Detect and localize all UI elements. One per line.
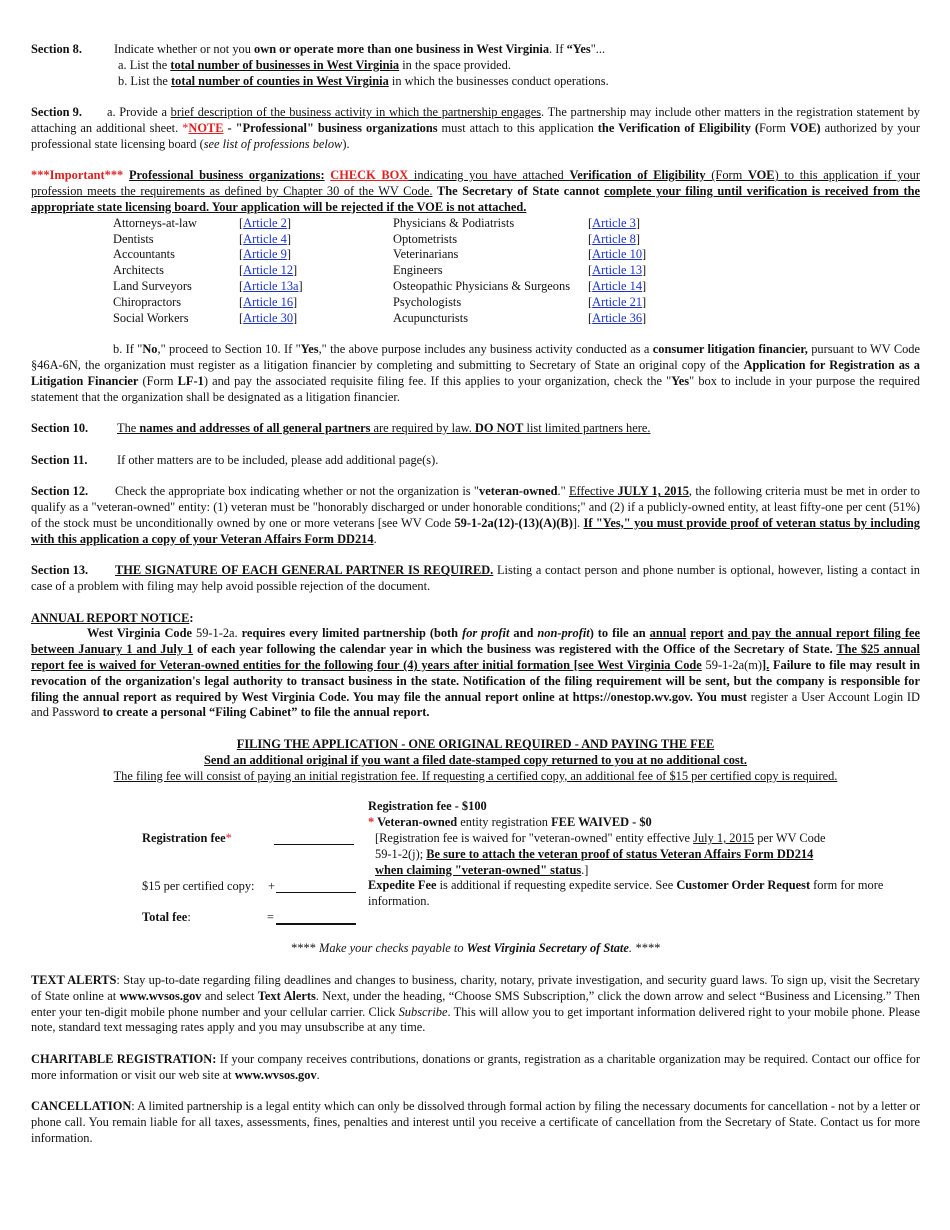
important-notice: ***Important*** Professional business organizations: CHECK BOX indicating you have attached Verification of Eligibility (Form VOE) to this application if your profession meets the requirements as defined by Chapter 30 of the WV Code. The Secretary of State cannot complete your filing until verification is received from the appropriate state licensing board. Your application will be rejected if the VOE is not attached. [31, 168, 920, 214]
section-label: Section 9. [31, 105, 82, 120]
section-12: Section 12. Check the appropriate box indicating whether or not the organization is "veteran-owned." Effective JULY 1, 2015, the following criteria must be met in order to qualify as a "veteran-owned" entity: (1) veteran must be "honorably discharged or under honorable conditions;" and (2) if a publicly-owned entity, at least fifty-one per cent (51%) of the stock must be unconditionally owned by one or more veterans [see WV Code 59-1-2a(12)-(13)(A)(B)]. If "Yes," you must provide proof of veteran status by including with this application a copy of your Veteran Affairs Form DD214. [31, 484, 921, 546]
certified-copy-label: $15 per certified copy: [142, 879, 255, 894]
website-link[interactable]: www.wvsos.gov [119, 988, 202, 1003]
article-link[interactable]: Article 8 [592, 231, 636, 246]
section-11: Section 11. If other matters are to be included, please add additional page(s). [31, 452, 439, 467]
article-link[interactable]: Article 13 [592, 263, 643, 278]
registration-fee-field[interactable] [274, 831, 354, 845]
article-link[interactable]: Article 3 [592, 215, 636, 230]
section-label: Section 13. [31, 563, 89, 578]
article-link[interactable]: Article 36 [592, 310, 643, 325]
article-link[interactable]: Article 21 [592, 294, 643, 309]
registration-fee-label: Registration fee* [142, 831, 232, 846]
check-payable-note: **** Make your checks payable to West Virginia Secretary of State. **** [291, 941, 660, 956]
cancellation: CANCELLATION: A limited partnership is a legal entity which can only be dissolved through formal action by filing the necessary documents for cancellation - not by a letter or phone call. You remain liable for all taxes, assessments, fines, penalties and interest until you receive a certificate of cancellation from the Secretary of State. Contact us for more information. [31, 1099, 920, 1146]
table-row: Attorneys-at-law [Article 2] Physicians & Podiatrists [Article 3] [113, 215, 640, 230]
fee-block: Registration fee* $15 per certified copy: + Total fee: = Registration fee - $100 * Veteran-owned entity registration FEE WAIVED - $0 [Registration fee is waived for "veteran-owned" entity effective July 1, 2015 per WV Code 59-1-2(j); Be sure to attach the veteran proof of status Veteran Affairs Form DD214 when claiming "veteran-owned" status.] Expedite Fee is additional if requesting expedite service. See Customer Order Request form for more information. [31, 799, 920, 931]
section-10: Section 10. The names and addresses of all general partners are required by law. DO NOT list limited partners here. [31, 421, 651, 436]
section-9: Section 9. a. Provide a brief description of the business activity in which the partnership engages. The partnership may include other matters in the registration statement by attaching an additional sheet. *NOTE - "Professional" business organizations must attach to this application the Verification of Eligibility (Form VOE) authorized by your professional state licensing board (see list of professions below). [31, 105, 921, 151]
article-link[interactable]: Article 16 [243, 294, 294, 309]
table-row: Chiropractors [Article 16] Psychologists [Article 21] [113, 294, 647, 309]
article-link[interactable]: Article 2 [243, 215, 287, 230]
filing-instructions: FILING THE APPLICATION - ONE ORIGINAL REQUIRED - AND PAYING THE FEE Send an additional original if you want a filed date-stamped copy returned to you at no additional cost. The filing fee will consist of paying an initial registration fee. If requesting a certified copy, an additional fee of $15 per certified copy is required. [31, 737, 920, 784]
annual-report-heading: ANNUAL REPORT NOTICE [31, 610, 190, 625]
fee-details: Registration fee - $100 * Veteran-owned entity registration FEE WAIVED - $0 [Registration fee is waived for "veteran-owned" entity effective July 1, 2015 per WV Code 59-1-2(j); Be sure to attach the veteran proof of status Veteran Affairs Form DD214 when claiming "veteran-owned" status.] Expedite Fee is additional if requesting expedite service. See Customer Order Request form for more information. [368, 799, 884, 909]
charitable-registration: CHARITABLE REGISTRATION: If your company receives contributions, donations or grants, registration as a charitable organization may be required. Contact our office for more information or visit our web site at www.wvsos.gov. [31, 1052, 920, 1082]
section-label: Section 8. [31, 42, 82, 56]
table-row: Accountants [Article 9] Veterinarians [Article 10] [113, 247, 647, 262]
article-link[interactable]: Article 4 [243, 231, 287, 246]
annual-report-notice: ANNUAL REPORT NOTICE: West Virginia Code 59-1-2a. requires every limited partnership (both for profit and non-profit) to file an annual report and pay the annual report filing fee between January 1 and July 1 of each year following the calendar year in which the business was registered with the Office of the Secretary of State. The $25 annual report fee is waived for Veteran-owned entities for the following four (4) years after initial formation [see West Virginia Code 59-1-2a(m)]. Failure to file may result in revocation of the organization's legal authority to transact business in the state. Notification of the filing requirement will be sent, but the company is responsible for filing the annual report as required by West Virginia Code. You may file the annual report online at https://onestop.wv.gov. You must register a User Account Login ID and Password to create a personal “Filing Cabinet” to file the annual report. [31, 610, 921, 720]
instructions-page [31, 42, 920, 1147]
table-row: Architects [Article 12] Engineers [Article 13] [113, 263, 647, 278]
section-13: Section 13. THE SIGNATURE OF EACH GENERAL PARTNER IS REQUIRED. Listing a contact person and phone number is optional, however, listing a contact in case of a problem with filing may help avoid possible rejection of the document. [31, 563, 920, 594]
text-alerts: TEXT ALERTS: Stay up-to-date regarding filing deadlines and changes to business, charity, notary, private investigation, and security guard laws. To sign up, visit the Secretary of State online at www.wvsos.gov and select Text Alerts. Next, under the heading, “Choose SMS Subscription,” click the down arrow and select “Business and Licensing.” Then enter your ten-digit mobile phone number and your cellular carrier. Click Subscribe. This will allow you to get important information delivered right to your mobile phone. Please note, standard text messaging rates apply and you may unsubscribe at any time. [31, 973, 921, 1035]
professions-table [113, 216, 668, 327]
total-fee-label: Total fee: [142, 910, 191, 925]
table-row: Social Workers [Article 30] Acupuncturists [Article 36] [113, 310, 647, 325]
website-link[interactable]: www.wvsos.gov [234, 1067, 317, 1082]
article-link[interactable]: Article 14 [592, 278, 643, 293]
section-8: Section 8. Indicate whether or not you own or operate more than one business in West Virginia. If “Yes"... a. List the total number of businesses in West Virginia in the space provided. b. List the total number of counties in West Virginia in which the businesses conduct operations. [31, 42, 609, 88]
article-link[interactable]: Article 13a [243, 278, 299, 293]
table-row: Land Surveyors [Article 13a] Osteopathic Physicians & Surgeons [Article 14] [113, 278, 647, 293]
article-link[interactable]: Article 12 [243, 263, 294, 278]
section-label: Section 11. [31, 452, 88, 467]
section-9b: b. If "No," proceed to Section 10. If "Yes," the above purpose includes any business activity conducted as a consumer litigation financier, pursuant to WV Code §46A-6N, the organization must register as a litigation financier by completing and submitting to Secretary of State an original copy of the Application for Registration as a Litigation Financier (Form LF-1) and pay the associated requisite filing fee. If this applies to your organization, check the "Yes" box to include in your purpose the required statement that the organization shall be designated as a litigation financier. [31, 342, 921, 404]
section-label: Section 12. [31, 484, 89, 499]
table-row: Dentists [Article 4] Optometrists [Article 8] [113, 231, 640, 246]
filing-heading: FILING THE APPLICATION - ONE ORIGINAL REQUIRED - AND PAYING THE FEE [236, 737, 715, 752]
total-fee-field[interactable] [276, 910, 356, 925]
certified-copy-field[interactable] [276, 879, 356, 893]
article-link[interactable]: Article 9 [243, 247, 287, 262]
section-label: Section 10. [31, 421, 89, 436]
article-link[interactable]: Article 30 [243, 310, 294, 325]
article-link[interactable]: Article 10 [592, 247, 643, 262]
